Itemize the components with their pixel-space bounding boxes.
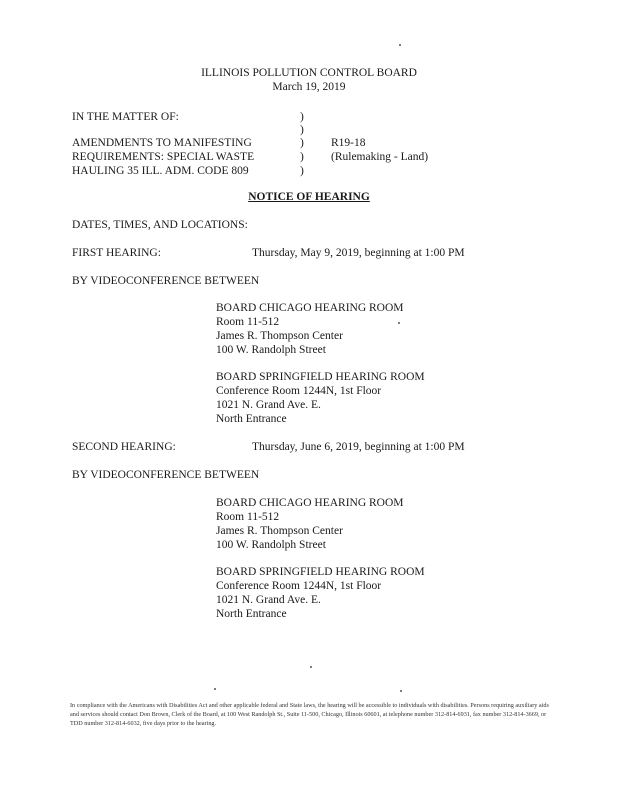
hearing-2-springfield-room-number: Conference Room 1244N, 1st Floor: [216, 580, 382, 592]
notice-title: NOTICE OF HEARING: [248, 191, 370, 203]
scan-speck: [398, 322, 400, 324]
dates-heading: DATES, TIMES, AND LOCATIONS:: [72, 219, 248, 231]
document-date: March 19, 2019: [272, 81, 346, 93]
caption-title-line-1: AMENDMENTS TO MANIFESTING: [72, 137, 252, 149]
hearing-2-springfield-entrance: North Entrance: [216, 608, 287, 620]
hearing-1-label: FIRST HEARING:: [72, 247, 161, 259]
hearing-1-chicago-room: BOARD CHICAGO HEARING ROOM: [216, 302, 404, 314]
accessibility-notice: In compliance with the Americans with Disabilities Act and other applicable federal and State laws, the hearing will be accessible to individuals with disabilities. Persons requiring auxiliary aids and services should contact Don Brown, Clerk of the Board, at 100 West Randolph St., Suite 11-500, Chicago, Illinois 60601, at telephone number 312-814-6931, fax number 312-814-3669, or TDD number 312-814-6032, five days prior to the hearing.: [70, 702, 549, 727]
docket-number: R19-18: [331, 137, 366, 149]
hearing-1-springfield-entrance: North Entrance: [216, 413, 287, 425]
hearing-2-springfield-room: BOARD SPRINGFIELD HEARING ROOM: [216, 566, 425, 578]
board-name: ILLINOIS POLLUTION CONTROL BOARD: [201, 67, 417, 79]
hearing-2-chicago-street: 100 W. Randolph Street: [216, 539, 326, 551]
hearing-2-springfield-street: 1021 N. Grand Ave. E.: [216, 594, 321, 606]
caption-paren: ): [300, 124, 304, 136]
caption-paren: ): [300, 165, 304, 177]
hearing-2-datetime: Thursday, June 6, 2019, beginning at 1:00 PM: [252, 441, 465, 453]
scan-speck: [310, 666, 312, 668]
hearing-2-via: BY VIDEOCONFERENCE BETWEEN: [72, 469, 260, 481]
scan-speck: [400, 690, 402, 692]
caption-title-line-3: HAULING 35 ILL. ADM. CODE 809: [72, 165, 249, 177]
hearing-2-label: SECOND HEARING:: [72, 441, 176, 453]
caption-paren: ): [300, 151, 304, 163]
hearing-1-springfield-room-number: Conference Room 1244N, 1st Floor: [216, 385, 382, 397]
caption-paren: ): [300, 111, 304, 123]
hearing-1-chicago-street: 100 W. Randolph Street: [216, 344, 326, 356]
hearing-2-chicago-room: BOARD CHICAGO HEARING ROOM: [216, 497, 404, 509]
hearing-2-chicago-room-number: Room 11-512: [216, 511, 280, 523]
hearing-1-chicago-building: James R. Thompson Center: [216, 330, 343, 342]
hearing-1-springfield-room: BOARD SPRINGFIELD HEARING ROOM: [216, 371, 425, 383]
hearing-1-chicago-room-number: Room 11-512: [216, 316, 280, 328]
caption-paren: ): [300, 137, 304, 149]
scan-speck: [214, 688, 216, 690]
caption-title-line-2: REQUIREMENTS: SPECIAL WASTE: [72, 151, 255, 163]
hearing-2-chicago-building: James R. Thompson Center: [216, 525, 343, 537]
hearing-1-datetime: Thursday, May 9, 2019, beginning at 1:00 PM: [252, 247, 465, 259]
hearing-1-via: BY VIDEOCONFERENCE BETWEEN: [72, 275, 260, 287]
hearing-1-springfield-street: 1021 N. Grand Ave. E.: [216, 399, 321, 411]
docket-type: (Rulemaking - Land): [331, 151, 429, 163]
scan-speck: [399, 44, 401, 46]
matter-label: IN THE MATTER OF:: [72, 111, 179, 123]
